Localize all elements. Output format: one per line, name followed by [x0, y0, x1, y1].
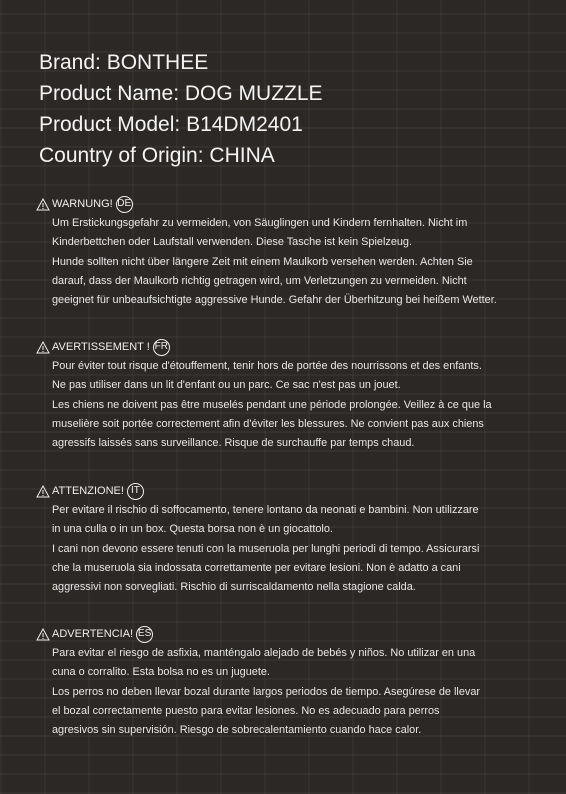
warning-heading-de	[36, 194, 546, 214]
text-line: geeignet für unbeaufsichtigte aggressive Hunde. Gefahr der Überhitzung bei heißem Wetter.	[52, 294, 497, 307]
text-line: Ne pas utiliser dans un lit d'enfant ou un parc. Ce sac n'est pas un jouet.	[52, 379, 401, 392]
text-line: I cani non devono essere tenuti con la museruola per lunghi periodi di tempo. Assicurarsi	[52, 542, 480, 555]
warning-heading-fr	[36, 337, 546, 357]
warning-triangle-icon	[36, 485, 50, 498]
text-line: che la museruola sia indossata correttamente per evitare lesioni. Non è adatto a cani	[52, 561, 461, 574]
warning-triangle-icon	[36, 341, 50, 354]
warning-heading-es	[36, 624, 546, 644]
text-line: darauf, dass der Maulkorb richtig getragen wird, um Verletzungen zu vermeiden. Nicht	[52, 274, 467, 287]
product-model-line: Product Model: B14DM2401	[39, 113, 303, 136]
text-line: el bozal correctamente puesto para evitar lesiones. No es adecuado para perros	[52, 704, 440, 717]
language-badge-fr: FR	[153, 339, 170, 356]
text-line: Um Erstickungsgefahr zu vermeiden, von Säuglingen und Kindern fernhalten. Nicht im	[52, 217, 468, 229]
text-line: Para evitar el riesgo de asfixia, manténgalo alejado de bebés y niños. No utilizar en una	[52, 647, 476, 659]
text-line: agressifs laissés sans surveillance. Risque de surchauffe par temps chaud.	[52, 437, 415, 450]
warning-section-es	[36, 624, 546, 740]
text-line: Pour éviter tout risque d'étouffement, tenir hors de portée des nourrissons et des enfants.	[52, 360, 482, 372]
text-line: Hunde sollten nicht über längere Zeit mit einem Maulkorb versehen werden. Achten Sie	[52, 255, 473, 268]
product-name-line: Product Name: DOG MUZZLE	[39, 82, 323, 105]
brand-line: Brand: BONTHEE	[39, 51, 209, 74]
text-line: agresivos sin supervisión. Riesgo de sobrecalentamiento cuando hace calor.	[52, 724, 422, 737]
warning-label-it: ATTENZIONE!	[52, 485, 124, 497]
language-badge-it: IT	[127, 483, 144, 500]
warning-text-es	[36, 644, 546, 740]
warning-label-de: WARNUNG!	[52, 198, 113, 210]
warning-text-it	[36, 501, 546, 597]
warning-section-de	[36, 194, 546, 310]
text-line: aggressivi non sorvegliati. Rischio di surriscaldamento nella stagione calda.	[52, 581, 416, 594]
text-line: Los perros no deben llevar bozal durante largos periodos de tiempo. Asegúrese de llevar	[52, 685, 481, 698]
language-badge-es: ES	[136, 626, 153, 643]
language-badge-de: DE	[116, 196, 133, 213]
text-line: Kinderbettchen oder Laufstall verwenden. Diese Tasche ist kein Spielzeug.	[52, 236, 413, 249]
warning-section-fr	[36, 337, 546, 453]
warning-text-de	[36, 214, 546, 310]
text-line: muselière soit portée correctement afin d'éviter les blessures. Ne convient pas aux chiens	[52, 417, 484, 430]
warning-heading-it	[36, 481, 546, 501]
product-info	[39, 47, 539, 171]
country-of-origin-line: Country of Origin: CHINA	[39, 144, 275, 167]
warning-triangle-icon	[36, 628, 50, 641]
warning-section-it	[36, 481, 546, 597]
text-line: Per evitare il rischio di soffocamento, tenere lontano da neonati e bambini. Non utilizzare	[52, 504, 479, 516]
warning-text-fr	[36, 357, 546, 453]
warning-label-fr: AVERTISSEMENT !	[52, 341, 150, 353]
text-line: Les chiens ne doivent pas être muselés pendant une période prolongée. Veillez à ce que la	[52, 398, 492, 411]
text-line: in una culla o in un box. Questa borsa non è un giocattolo.	[52, 523, 333, 536]
text-line: cuna o corralito. Esta bolsa no es un juguete.	[52, 666, 270, 679]
warning-label-es: ADVERTENCIA!	[52, 628, 134, 640]
warning-triangle-icon	[36, 198, 50, 211]
